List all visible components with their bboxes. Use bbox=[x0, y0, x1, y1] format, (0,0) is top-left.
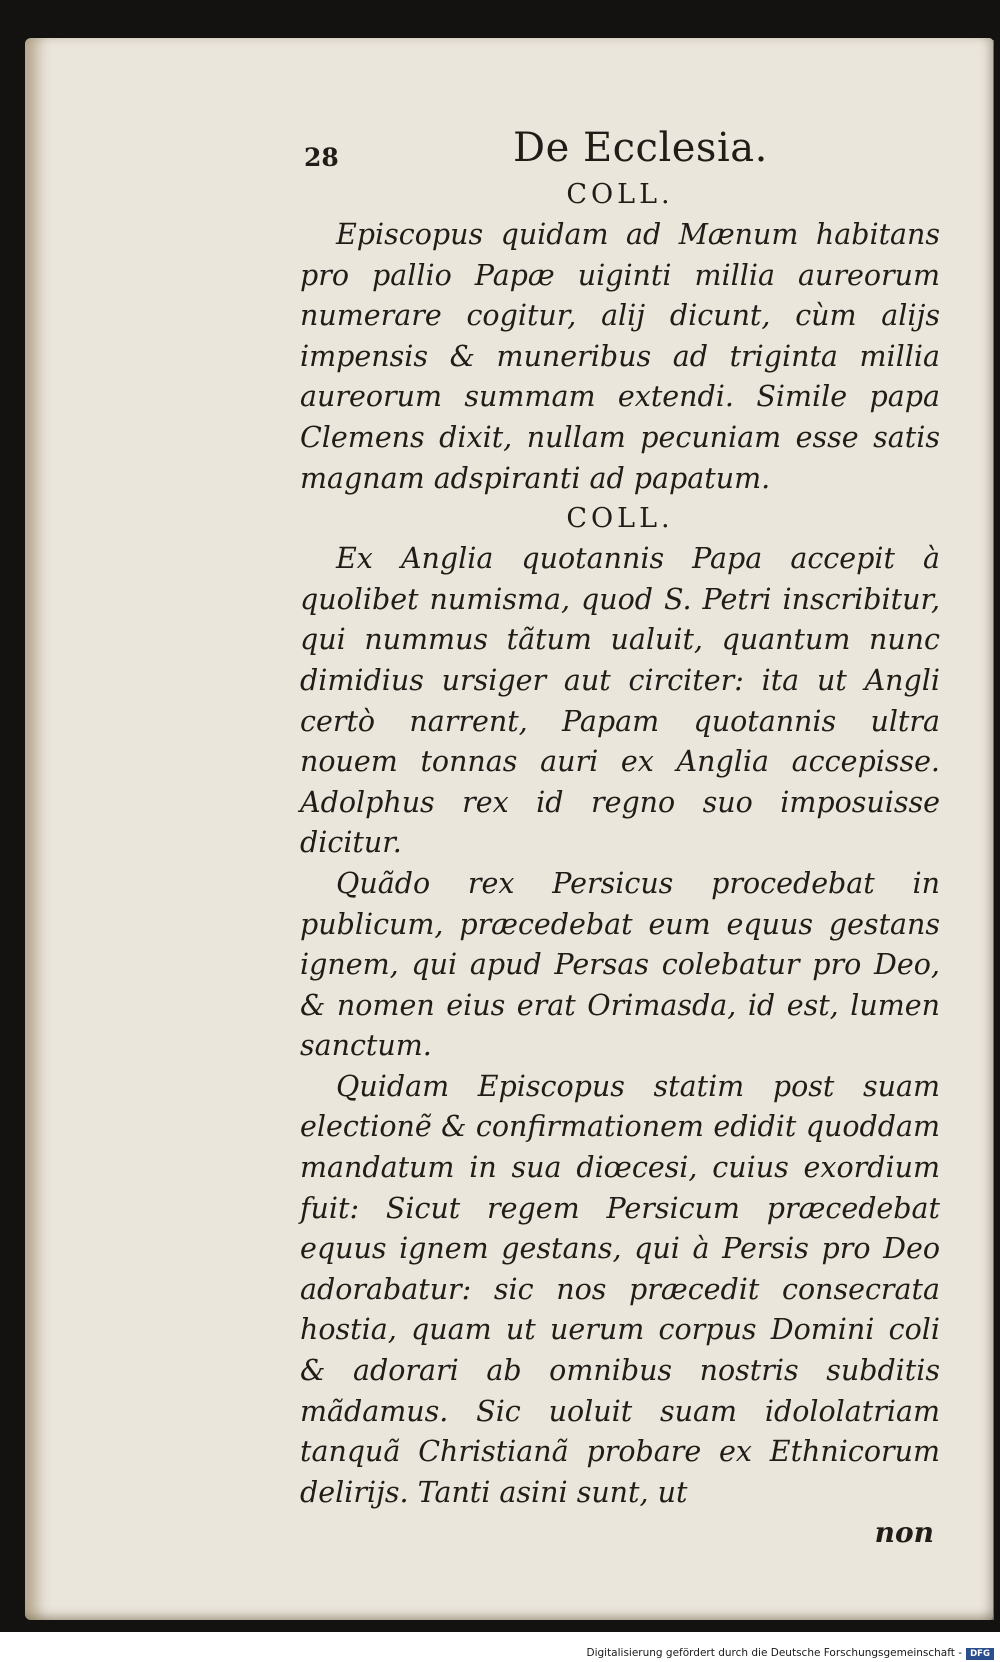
dfg-logo: DFG bbox=[966, 1648, 994, 1660]
section-heading: COLL. bbox=[566, 179, 674, 210]
paragraph: Quidam Episcopus statim post suam electionẽ & confirmationem edidit quoddam mandatum in sua diœcesi, cuius exordium fuit: Sicut regem Persicum præcedebat equus ignem gestans, qui à Persis pro Deo adorabatur: sic nos præcedit consecrata hostia, quam ut uerum corpus Domini coli & adorari ab omnibus nostris subditis mãdamus. Sic uoluit suam idololatriam tanquã Christianã probare ex Ethnicorum delirijs. Tanti asini sunt, ut bbox=[300, 1069, 940, 1509]
footer bbox=[0, 1646, 1000, 1662]
running-title: De Ecclesia. bbox=[513, 125, 768, 171]
page-number: 28 bbox=[304, 143, 339, 172]
catchword: non bbox=[874, 1516, 934, 1550]
paragraph: Episcopus quidam ad Mænum habitans pro pallio Papæ uiginti millia aureorum numerare cogitur, alij dicunt, cùm alijs impensis & muneribus ad triginta millia aureorum summam extendi. Simile papa Clemens dixit, nullam pecuniam esse satis magnam adspiranti ad papatum. bbox=[300, 218, 940, 495]
text-block bbox=[300, 125, 940, 1553]
page-header bbox=[300, 125, 940, 173]
footer-credit: Digitalisierung gefördert durch die Deutsche Forschungsgemeinschaft - bbox=[586, 1647, 962, 1659]
paragraph: Ex Anglia quotannis Papa accepit à quolibet numisma, quod S. Petri inscribitur, qui nummus tãtum ualuit, quantum nunc dimidius ursiger aut circiter: ita ut Angli certò narrent, Papam quotannis ultra nouem tonnas auri ex Anglia accepisse. Adolphus rex id regno suo imposuisse dicitur. bbox=[300, 542, 940, 860]
section-heading: COLL. bbox=[566, 503, 674, 535]
paragraph: Quãdo rex Persicus procedebat in publicum, præcedebat eum equus gestans ignem, qui apud Persas colebatur pro Deo, & nomen eius erat Orimasda, id est, lumen sanctum. bbox=[300, 866, 940, 1063]
